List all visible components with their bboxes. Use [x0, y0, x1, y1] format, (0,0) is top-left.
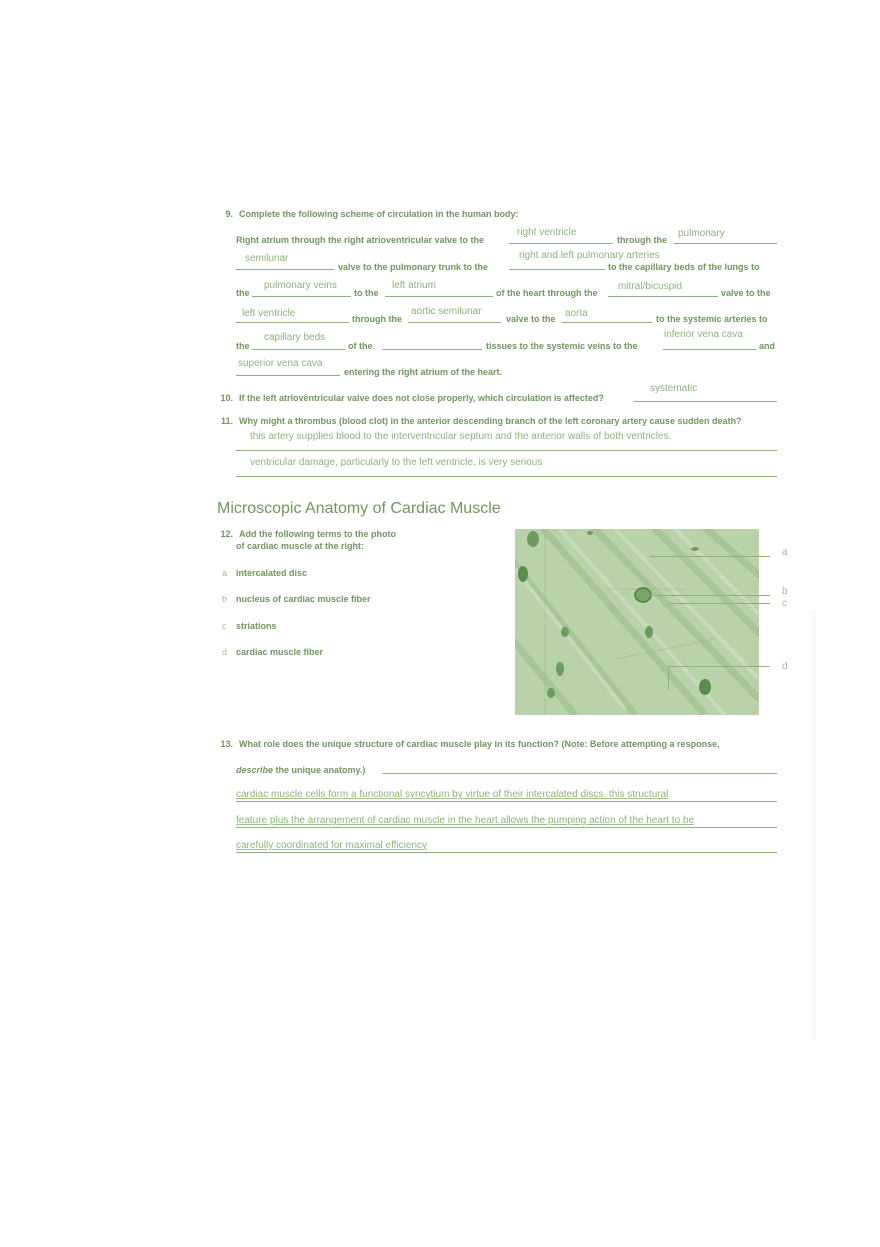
q9-line3-text-d: valve to the — [721, 288, 771, 298]
q9-answer-11: capillary beds — [264, 332, 326, 343]
q9-line5-text-c: tissues to the systemic veins to the — [486, 341, 638, 351]
q9-prompt — [217, 209, 519, 219]
q9-blank-3[interactable] — [236, 269, 334, 270]
q12-term-a-text: intercalated disc — [236, 568, 308, 578]
q12-term-b-letter: b — [222, 594, 228, 604]
q13-prompt-emphasis: describe — [236, 765, 274, 775]
q9-line3-text-b: to the — [354, 288, 379, 298]
q9-line2-text-a: valve to the pulmonary trunk to the — [338, 262, 489, 272]
q12-term-a-letter: a — [222, 568, 228, 578]
q9-blank-5[interactable] — [252, 296, 351, 297]
q9-blank-2[interactable] — [674, 243, 777, 244]
photo-label-a: a — [782, 547, 788, 558]
q9-answer-10: aorta — [565, 308, 588, 319]
q13-prompt-text-2: the unique anatomy.) — [273, 765, 366, 775]
q9-line3-text-a: the — [236, 288, 250, 298]
q9-answer-1: right ventricle — [517, 227, 577, 238]
q11-blank-2[interactable] — [236, 476, 777, 477]
q9-blank-6[interactable] — [385, 296, 493, 297]
q9-answer-4: right and left pulmonary arteries — [519, 250, 660, 261]
q9-line4-text-c: to the systemic arteries to — [656, 314, 768, 324]
q12-term-d-text: cardiac muscle fiber — [236, 647, 324, 657]
q9-prompt-text: Complete the following scheme of circulation in the human body: — [239, 209, 519, 219]
q9-blank-7[interactable] — [608, 296, 718, 297]
q10-number: 10. — [220, 393, 233, 403]
q12-term-d-letter: d — [222, 647, 228, 657]
q9-blank-9[interactable] — [408, 322, 501, 323]
q13-blank-0[interactable] — [382, 773, 777, 774]
q9-line5-text-a: the — [236, 341, 250, 351]
q9-line5-text-d: and — [759, 341, 776, 351]
q9-answer-2: pulmonary — [678, 228, 725, 239]
photo-label-d: d — [782, 661, 788, 672]
photo-label-b: b — [782, 586, 788, 597]
q13-answer-line-2: feature plus the arrangement of cardiac muscle in the heart allows the pumping action of the heart to be — [236, 815, 695, 826]
q9-blank-12[interactable] — [382, 349, 482, 350]
q12-term-d — [222, 647, 323, 657]
q13-prompt-text-1b: Before attempting a response, — [587, 739, 720, 749]
photo-leader-c — [668, 603, 770, 604]
section-heading: Microscopic Anatomy of Cardiac Muscle — [217, 500, 501, 517]
photo-leader-d-vertical — [668, 666, 669, 690]
q13-answer-line-1: cardiac muscle cells form a functional syncytium by virtue of their intercalated discs. this structural — [236, 789, 669, 800]
q13-number: 13. — [220, 739, 233, 749]
photo-leader-b — [650, 595, 770, 596]
q12-term-b — [222, 594, 371, 604]
q12-term-b-text: nucleus of cardiac muscle fiber — [236, 594, 371, 604]
q9-line3-text-c: of the heart through the — [496, 288, 598, 298]
q13-prompt-line-1 — [217, 739, 720, 749]
q9-line4-text-b: valve to the — [506, 314, 556, 324]
q11-answer-line-2: ventricular damage, particularly to the left ventricle, is very serious — [250, 457, 543, 468]
q12-prompt-line-1 — [217, 529, 396, 539]
q13-answer-line-3: carefully coordinated for maximal efficiency — [236, 840, 428, 851]
q13-blank-1[interactable] — [236, 801, 777, 802]
q9-blank-11[interactable] — [252, 349, 345, 350]
q11-blank-1[interactable] — [236, 450, 777, 451]
q9-answer-8: left ventricle — [242, 308, 296, 319]
q13-blank-2[interactable] — [236, 827, 777, 828]
q9-line1-text-a: Right atrium through the right atrioventricular valve to the — [236, 235, 485, 245]
q9-blank-1[interactable] — [509, 243, 613, 244]
q9-line4-text-a: through the — [352, 314, 402, 324]
q9-line2-text-b: to the capillary beds of the lungs to — [608, 262, 760, 272]
q9-answer-13: superior vena cava — [238, 358, 323, 369]
q9-answer-3: semilunar — [245, 253, 289, 264]
q9-blank-8[interactable] — [236, 322, 349, 323]
q12-prompt-line-2: of cardiac muscle at the right: — [236, 541, 365, 551]
q9-number: 9. — [225, 209, 233, 219]
q9-blank-10[interactable] — [562, 322, 652, 323]
q10-prompt — [217, 393, 604, 403]
q12-number: 12. — [220, 529, 233, 539]
q9-blank-13[interactable] — [663, 349, 756, 350]
q9-line1-text-b: through the — [617, 235, 667, 245]
q10-blank[interactable] — [634, 401, 777, 402]
q12-term-c — [222, 621, 277, 631]
q9-answer-7: mitral/bicuspid — [618, 281, 682, 292]
q9-answer-6: left atrium — [392, 280, 436, 291]
photo-leader-d — [668, 666, 770, 667]
q11-answer-line-1: this artery supplies blood to the interventricular septum and the anterior walls of both ventricles. — [250, 431, 672, 442]
q11-prompt — [217, 416, 742, 426]
q13-prompt-text-1: What role does the unique structure of cardiac muscle play in its function? ( — [239, 739, 565, 749]
q13-prompt-line-2 — [236, 765, 365, 775]
q11-number: 11. — [220, 416, 233, 426]
q9-answer-9: aortic semilunar — [411, 306, 482, 317]
q12-term-c-letter: c — [222, 621, 227, 631]
q12-term-c-text: striations — [236, 621, 277, 631]
q9-blank-14[interactable] — [236, 375, 340, 376]
q12-prompt-text-1: Add the following terms to the photo — [239, 529, 396, 539]
q9-line5-text-b: of the — [348, 341, 373, 351]
photo-leader-a — [650, 556, 770, 557]
page-edge-shadow — [808, 610, 816, 1040]
photo-label-c: c — [782, 598, 787, 609]
q13-note-label: Note: — [564, 739, 588, 749]
q10-prompt-text: If the left atrioventricular valve does not close properly, which circulation is affected? — [239, 393, 604, 403]
q12-term-a — [222, 568, 307, 578]
q9-blank-4[interactable] — [509, 269, 605, 270]
q10-answer: systematic — [650, 383, 698, 394]
q9-answer-12: inferior vena cava — [664, 329, 743, 340]
q11-prompt-text: Why might a thrombus (blood clot) in the anterior descending branch of the left coronary artery cause sudden death? — [239, 416, 742, 426]
q9-answer-5: pulmonary veins — [264, 280, 337, 291]
q9-line6-text-a: entering the right atrium of the heart. — [344, 367, 503, 377]
q13-blank-3[interactable] — [236, 852, 777, 853]
